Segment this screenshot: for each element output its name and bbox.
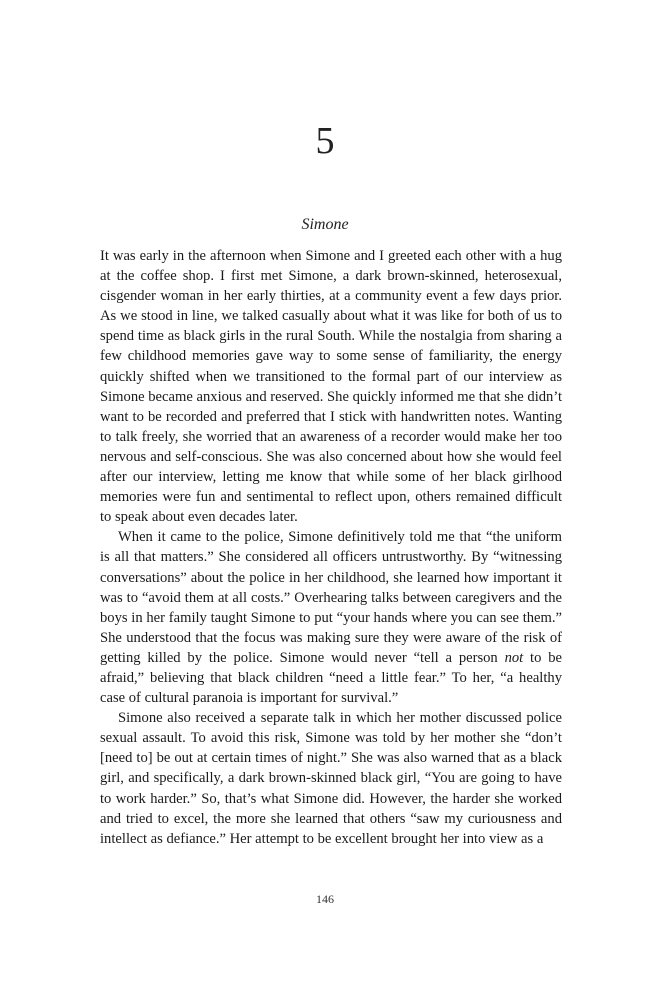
chapter-number: 5 xyxy=(315,120,335,162)
paragraph-3-text: Simone also received a separate talk in which her mother discussed police sexual assault. To avoid this risk, Simone was told by her mother she “don’t [need to] be out at certain times of night.” She was also warned that as a black girl, and specifically, a dark brown-skinned black girl, “You are going to have to work harder.” So, that’s what Simone did. However, the harder she worked and tried to excel, the more she learned that others “saw my curiousness and intellect as defiance.” Her attempt to be excellent brought her into view as a xyxy=(100,710,562,847)
chapter-title: Simone xyxy=(301,216,349,233)
paragraph-1 xyxy=(100,246,562,527)
paragraph-3 xyxy=(100,708,562,849)
paragraph-2-text-a: When it came to the police, Simone definitively told me that “the uniform is all that matters.” She considered all officers untrustworthy. By “witnessing conversations” about the police in her childhood, she learned how important it was to “avoid them at all costs.” Overhearing talks between caregivers and the boys in her family taught Simone to put “your hands where you can see them.” She understood that the focus was making sure they were aware of the risk of getting killed by the police. Simone would never “tell a person xyxy=(100,529,562,666)
paragraph-2 xyxy=(100,527,562,708)
paragraph-2-text-b: to be afraid,” believing that black children “need a little fear.” To her, “a healthy case of cultural paranoia is important for survival.” xyxy=(100,649,562,707)
body-text xyxy=(100,246,562,849)
page-number: 146 xyxy=(316,892,334,906)
paragraph-1-text: It was early in the afternoon when Simone and I greeted each other with a hug at the coffee shop. I first met Simone, a dark brown-skinned, heterosexual, cisgender woman in her early thirties, at a community event a few days prior. As we stood in line, we talked casually about what it was like for both of us to spend time as black girls in the rural South. While the nostalgia from sharing a few childhood memories gave way to some sense of familiarity, the energy quickly shifted when we transitioned to the formal part of our interview as Simone became anxious and reserved. She quickly informed me that she didn’t want to be recorded and preferred that I stick with handwritten notes. Wanting to talk freely, she worried that an awareness of a recorder would make her too nervous and self-conscious. She was also concerned about how she would feel after our interview, letting me know that while some of her black girlhood memories were fun and sentimental to reflect upon, others remained difficult to speak about even decades later. xyxy=(100,248,562,526)
paragraph-2-emphasis: not xyxy=(504,649,524,666)
